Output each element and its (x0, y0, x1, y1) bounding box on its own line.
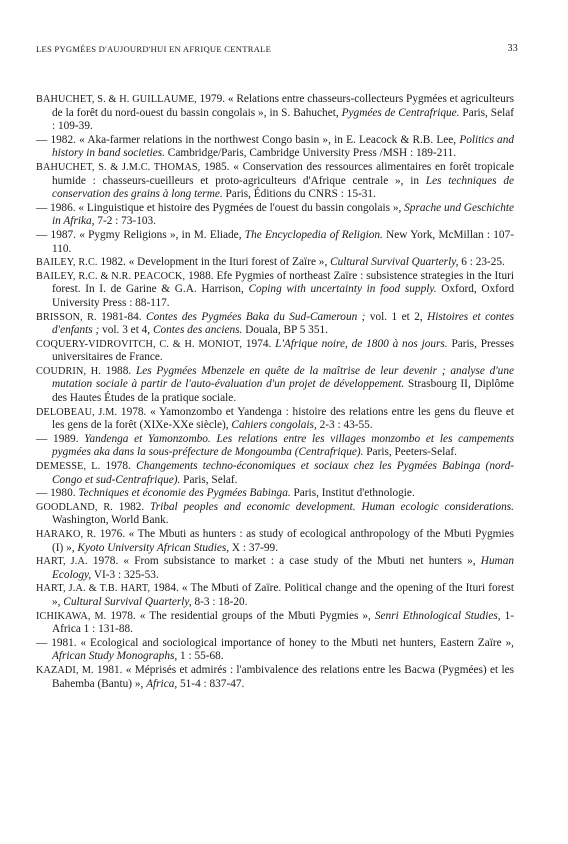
reference-text: Paris, Selaf : 109-39. (52, 106, 514, 133)
reference-entry (36, 365, 514, 406)
reference-text: 1981. « Méprisés et admirés : l'ambivalence des relations entre les Bacwa (Pygmées) et les Bahemba (Bantu) », (52, 663, 514, 690)
reference-title: Pygmées de Centrafrique. (341, 106, 460, 119)
reference-text: New York, McMillan : 107-110. (52, 228, 514, 255)
reference-author: DEMESSE, L. (36, 461, 101, 473)
reference-entry (36, 582, 514, 609)
reference-title: Les techniques de conservation des grains à long terme. (52, 174, 514, 201)
reference-entry (36, 460, 514, 487)
reference-text: — 1982. « Aka-farmer relations in the northwest Congo basin », in E. Leacock & R.B. Lee, (36, 133, 460, 146)
reference-text: Paris, Éditions du CNRS : 15-31. (222, 188, 376, 201)
reference-text: 1984. « The Mbuti of Zaïre. Political change and the opening of the Ituri forest », (52, 582, 514, 608)
reference-title: Techniques et économie des Pygmées Babinga. (78, 487, 291, 500)
reference-text: 2-3 : 43-55. (316, 419, 373, 432)
reference-entry (36, 664, 514, 691)
reference-title: Cultural Survival Quarterly, (330, 256, 459, 269)
reference-title: Cahiers congolais, (231, 419, 317, 432)
reference-text: 51-4 : 837-47. (177, 677, 245, 690)
reference-text: Cambridge/Paris, Cambridge University Press /MSH : 189-211. (164, 147, 457, 160)
reference-author: BAHUCHET, S. & H. GUILLAUME, (36, 94, 197, 105)
reference-title: Politics and history in band societies. (52, 133, 514, 160)
reference-title: Les Pygmées Mbenzele en quête de la maîtrise de leur devenir ; analyse d'une mutation sociale à partir de l'auto-évaluation d'un projet de développement. (52, 364, 514, 391)
reference-text: Washington, World Bank. (52, 514, 169, 527)
reference-title: L'Afrique noire, de 1800 à nos jours. (275, 337, 448, 350)
reference-entry (36, 229, 514, 256)
reference-entry (36, 555, 514, 582)
reference-text: 8-3 : 18-20. (191, 595, 248, 608)
reference-text: VI-3 : 325-53. (91, 568, 159, 581)
reference-author: GOODLAND, R. (36, 501, 113, 513)
reference-text: X : 37-99. (229, 541, 279, 554)
reference-text: 6 : 23-25. (458, 256, 505, 269)
reference-title: The Encyclopedia of Religion. (244, 228, 383, 241)
reference-title: Contes des Pygmées Baka du Sud-Cameroun ; (146, 310, 366, 323)
reference-entry (36, 637, 514, 664)
reference-text: 1985. « Conservation des ressources alimentaires en forêt tropicale humide : chasseurs-cueilleurs et proto-agriculteurs d'Afrique centrale », in (52, 160, 514, 187)
reference-text: Paris, Selaf. (180, 473, 238, 486)
reference-text: 1988. Efe Pygmies of northeast Zaïre : subsistence strategies in the Ituri forest. In I. de Garine & G.A. Harrison, (52, 269, 515, 296)
reference-author: BRISSON, R. (36, 311, 97, 323)
reference-entry (36, 256, 514, 270)
reference-text: — 1987. « Pygmy Religions », in M. Eliade, (36, 228, 245, 241)
reference-author: BAHUCHET, S. & J.M.C. THOMAS, (36, 161, 201, 173)
reference-text: 1 : 55-68. (177, 650, 224, 663)
reference-entry (36, 501, 514, 528)
reference-author: DELOBEAU, J.M. (36, 406, 118, 418)
reference-entry (36, 433, 514, 460)
reference-text: 1982. (112, 500, 151, 513)
reference-entry (36, 311, 514, 338)
reference-text: — 1981. « Ecological and sociological importance of honey to the Mbuti net hunters, Eastern Zaïre », (36, 636, 514, 649)
reference-text: 1978. « The residential groups of the Mbuti Pygmies », (106, 609, 375, 622)
reference-title: Africa, (146, 677, 178, 690)
reference-author: ICHIKAWA, M. (36, 610, 107, 622)
reference-title: Senri Ethnological Studies, (374, 609, 501, 622)
reference-title: Coping with uncertainty in food supply. (248, 283, 437, 296)
reference-entry (36, 93, 514, 134)
reference-text: 1981-84. (96, 310, 147, 323)
reference-text: — 1980. (36, 487, 79, 500)
reference-title: Yandenga et Yamonzombo. Les relations entre les villages monzombo et les campements pygmées aka dans la sous-préfecture de Mongoumba (Centrafrique). (52, 432, 514, 459)
reference-title: African Study Monographs, (52, 650, 178, 663)
page-number: 33 (507, 43, 518, 54)
reference-title: Tribal peoples and economic development. Human ecologic considerations. (150, 500, 514, 513)
reference-text: 1982. « Development in the Ituri forest of Zaïre », (97, 256, 331, 269)
reference-title: Histoires et contes d'enfants ; (52, 310, 514, 337)
reference-title: Kyoto University African Studies, (77, 541, 230, 554)
reference-text: 1979. « Relations entre chasseurs-collecteurs Pygmées et agriculteurs de la forêt du nord-ouest du bassin congolais », in S. Bahuchet, (52, 93, 514, 119)
reference-author: BAILEY, R.C. (36, 257, 98, 269)
reference-author: HART, J.A. (36, 556, 88, 568)
reference-text: Oxford, Oxford University Press : 88-117. (52, 283, 515, 309)
reference-author: KAZADI, M. (36, 664, 94, 676)
reference-text: 1976. « The Mbuti as hunters : as study of ecological anthropology of the Mbuti Pygmies (I) », (52, 528, 514, 554)
reference-author: COQUERY-VIDROVITCH, C. & H. MONIOT, (36, 338, 243, 350)
reference-entry (36, 406, 514, 433)
reference-entry (36, 528, 514, 555)
reference-list (36, 93, 514, 691)
reference-text: vol. 3 et 4, (99, 324, 153, 337)
reference-text: 7-2 : 73-103. (94, 215, 156, 228)
running-title: LES PYGMÉES D'AUJOURD'HUI EN AFRIQUE CENTRALE (36, 44, 272, 54)
reference-entry (36, 487, 514, 501)
reference-title: Human Ecology, (52, 555, 514, 581)
reference-text: vol. 1 et 2, (365, 310, 428, 323)
reference-text: Paris, Peeters-Selaf. (363, 446, 457, 459)
reference-title: Cultural Survival Quarterly, (63, 595, 192, 608)
reference-entry (36, 202, 514, 229)
reference-title: Contes des anciens. (152, 324, 243, 337)
reference-entry (36, 161, 514, 202)
reference-text: Strasbourg II, Diplôme des Hautes Études de la pratique sociale. (52, 378, 514, 405)
reference-text: — 1986. « Linguistique et histoire des Pygmées de l'ouest du bassin congolais », (36, 201, 405, 214)
reference-author: HART, J.A. & T.B. HART, (36, 583, 151, 595)
reference-text: Paris, Presses universitaires de France. (52, 337, 514, 364)
reference-entry (36, 338, 514, 365)
reference-title: Sprache und Geschichte in Afrika, (52, 201, 514, 228)
reference-text: 1988. (101, 364, 136, 377)
reference-text: 1974. (242, 337, 276, 350)
reference-author: BAILEY, R.C. & N.R. PEACOCK, (36, 270, 186, 282)
reference-title: Changements techno-économiques et sociaux chez les Pygmées Babinga (nord-Congo et sud-Centrafrique). (52, 460, 514, 486)
reference-author: COUDRIN, H. (36, 365, 101, 377)
reference-text: 1978. « From subsistance to market : a case study of the Mbuti net hunters », (87, 555, 481, 568)
reference-text: — 1989. (36, 432, 85, 445)
reference-text: Paris, Institut d'ethnologie. (290, 487, 415, 500)
reference-text: 1-Africa 1 : 131-88. (52, 609, 514, 636)
reference-text: 1978. « Yamonzombo et Yandenga : histoire des relations entre les gens du fleuve et les gens de la forêt (XIXe-XXe siècle), (52, 405, 515, 432)
reference-entry (36, 270, 514, 311)
reference-entry (36, 134, 514, 161)
reference-text: 1978. (100, 460, 137, 473)
reference-author: HARAKO, R. (36, 529, 97, 540)
reference-text: Douala, BP 5 351. (242, 324, 328, 337)
reference-entry (36, 610, 514, 637)
